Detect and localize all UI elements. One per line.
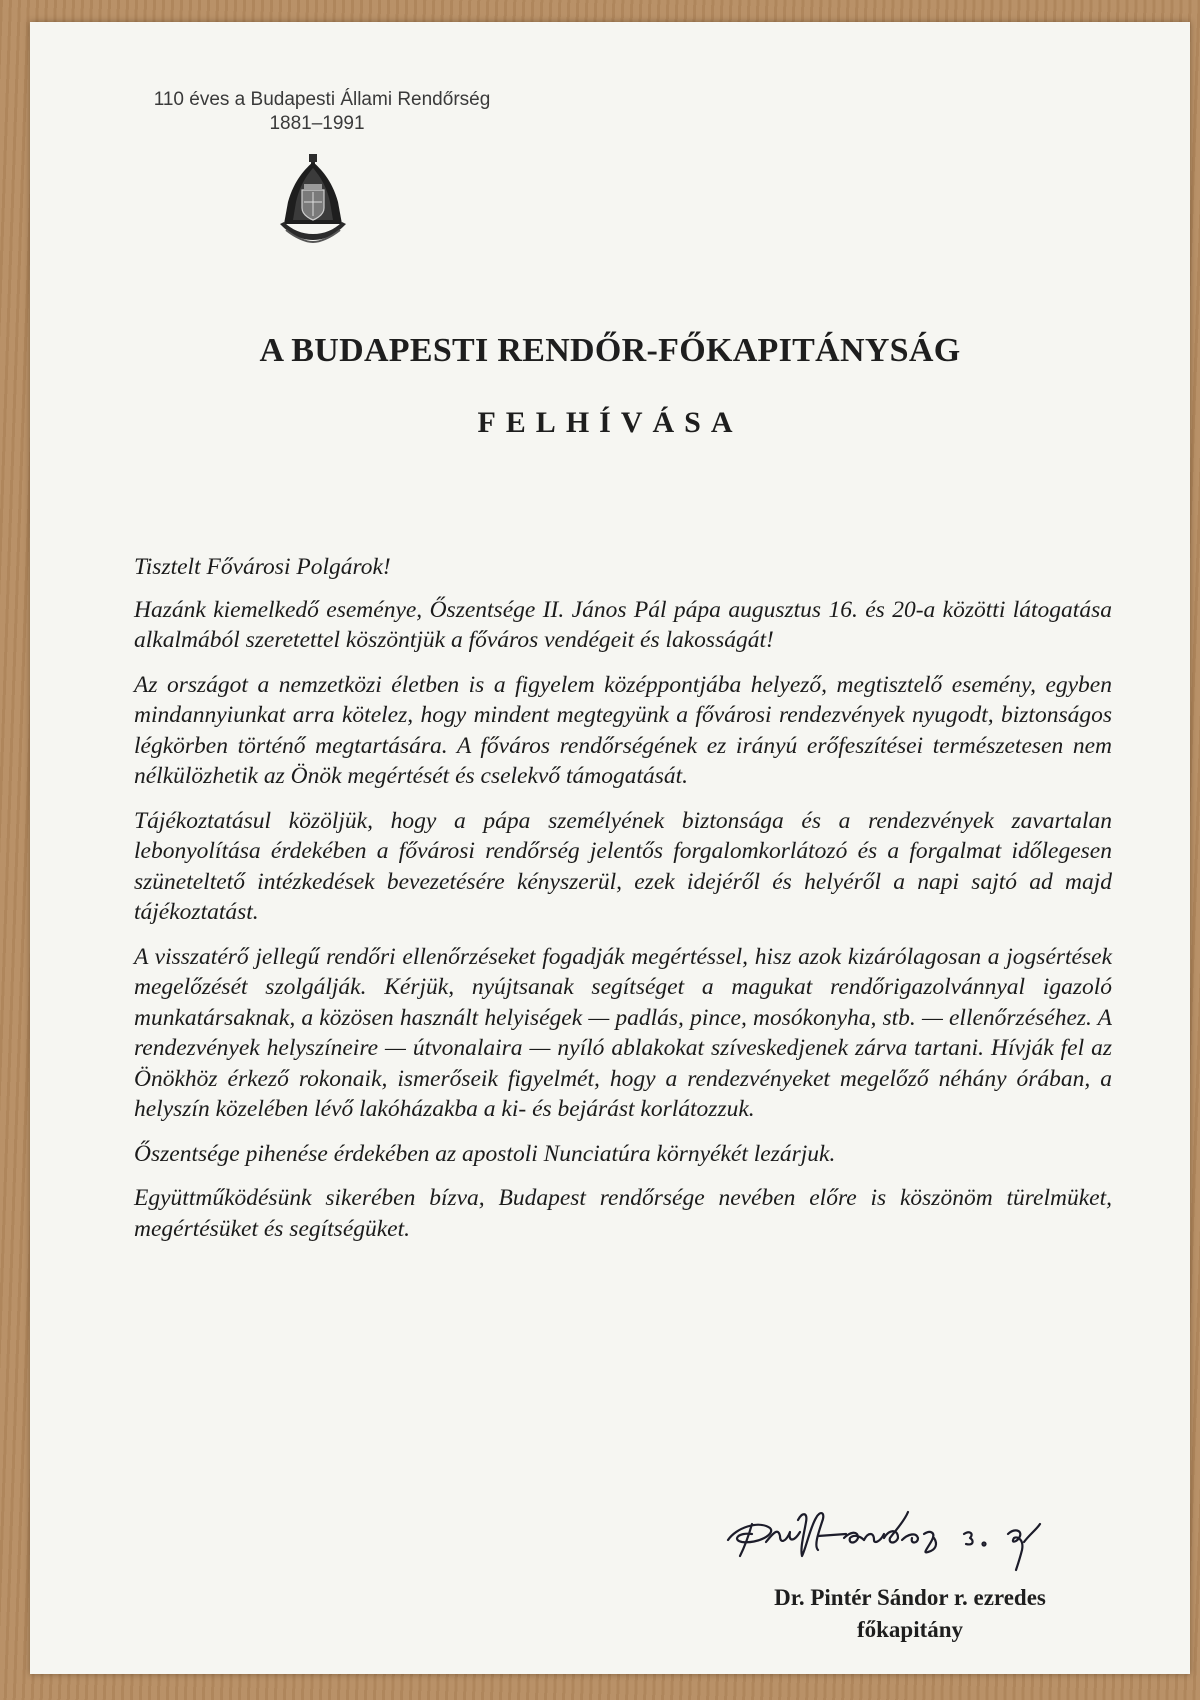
signatory-block: [690, 1582, 1130, 1646]
letter-sheet: [30, 22, 1190, 1674]
paragraph: Tájékoztatásul közöljük, hogy a pápa személyének biztonsága és a rendezvények zavartalan lebonyolítása érdekében a fővárosi rendőrség jelentős forgalomkorlátozó és a forgalmat időlegesen szüneteltető intézkedések bevezetésére kényszerül, ezek idejéről és helyéről a napi sajtó ad majd tájékoztatást.: [134, 807, 1112, 925]
signatory-title: főkapitány: [856, 1617, 964, 1642]
document-subtitle: FELHÍVÁSA: [477, 406, 743, 439]
paragraph: Együttműködésünk sikerében bízva, Budapest rendőrsége nevében előre is köszönöm türelmüket, megértésüket és segítségüket.: [134, 1185, 1112, 1242]
police-crest-icon: [278, 154, 348, 246]
signatory-name: Dr. Pintér Sándor r. ezredes: [774, 1585, 1046, 1610]
document-title: A BUDAPESTI RENDŐR-FŐKAPITÁNYSÁG: [259, 332, 961, 369]
paragraph: A visszatérő jellegű rendőri ellenőrzéseket fogadják megértéssel, hisz azok kizárólagosan a jogsértések megelőzését szolgálják. Kérjük, nyújtsanak segítséget a magukat rendőrigazolvánnyal igazoló munkatársaknak, a közösen használt helyiségek — padlás, pince, mosókonyha, stb. — ellenőrzéséhez. A rendezvények helyszíneire — útvonalaira — nyíló ablakokat szíveskedjenek zárva tartani. Hívják fel az Önökhöz érkező rokonaik, ismerőseik figyelmét, hogy a rendezvényeket megelőző néhány órában, a helyszín közelében lévő lakóházakba a ki- és bejárást korlátozzuk.: [134, 943, 1112, 1122]
salutation: Tisztelt Fővárosi Polgárok!: [134, 554, 391, 580]
anniversary-years: 1881–1991: [269, 113, 365, 134]
letter-body: [134, 552, 1112, 1258]
paragraph: Őszentsége pihenése érdekében az apostoli Nunciatúra környékét lezárjuk.: [134, 1140, 836, 1167]
anniversary-caption: [112, 88, 532, 136]
anniversary-line: 110 éves a Budapesti Állami Rendőrség: [153, 89, 491, 110]
paragraph: Az országot a nemzetközi életben is a figyelem középpontjába helyező, megtisztelő esemény, egyben mindannyiunkat arra kötelez, hogy mindent megtegyünk a fővárosi rendezvények nyugodt, biztonságos légkörben történő megtartására. A főváros rendőrségének ez irányú erőfeszítései természetesen nem nélkülözhetik az Önök megértését és cselekvő támogatását.: [134, 671, 1112, 789]
paragraph: Hazánk kiemelkedő eseménye, Őszentsége II. János Pál pápa augusztus 16. és 20-a közötti látogatása alkalmából szeretettel köszöntjük a főváros vendégeit és lakosságát!: [134, 596, 1112, 653]
handwritten-signature: [718, 1498, 1108, 1578]
